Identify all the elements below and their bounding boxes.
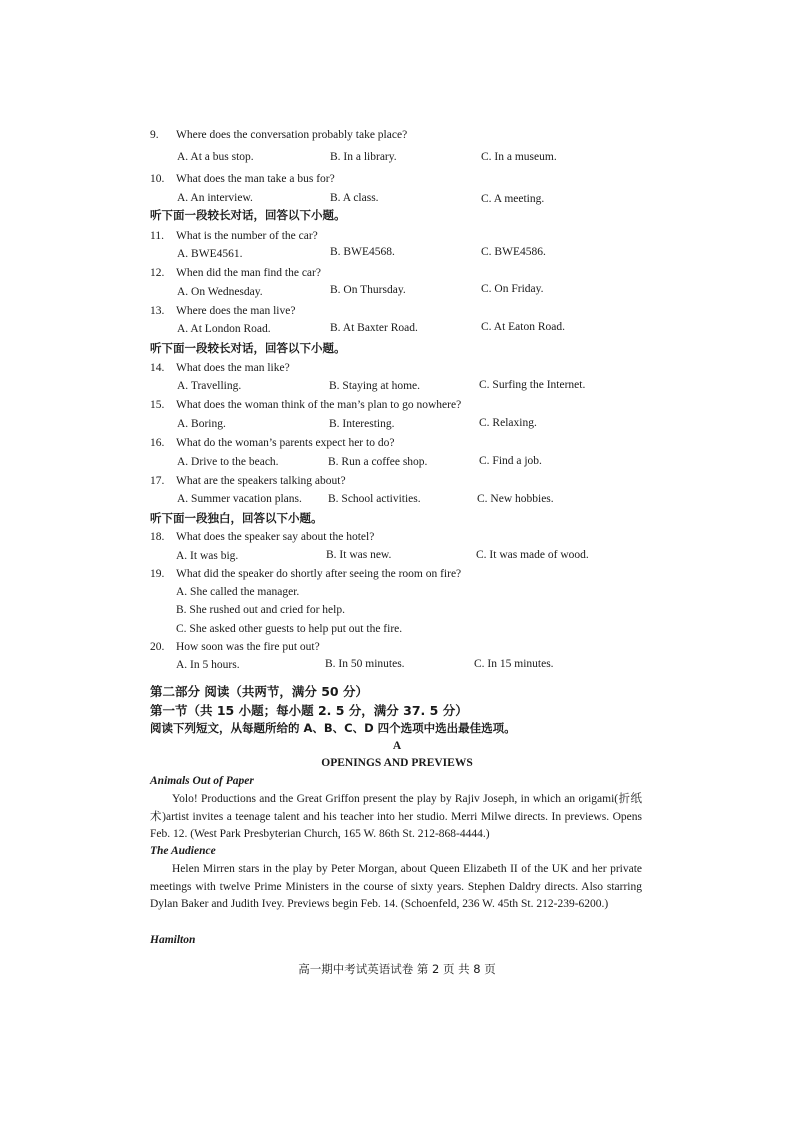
question-number: 12. bbox=[150, 267, 165, 279]
option-c: C. Find a job. bbox=[479, 455, 542, 467]
question-text: Where does the conversation probably take place? bbox=[176, 129, 408, 141]
question-text: What does the man like? bbox=[176, 362, 290, 374]
option-c: C. New hobbies. bbox=[477, 493, 554, 505]
option-c: C. In a museum. bbox=[481, 151, 557, 163]
instruction-long-dialogue: 听下面一段较长对话，回答以下小题。 bbox=[150, 341, 346, 355]
option-a: A. An interview. bbox=[177, 192, 253, 204]
question-number: 13. bbox=[150, 305, 165, 317]
entry-body-text: Helen Mirren stars in the play by Peter Morgan, about Queen Elizabeth II of the UK and her private meetings with twelve Prime Ministers in the course of sixty years. Stephen Daldry directs. Also starring Dylan Baker and Judith Ivey. Previews begin Feb. 14. (Schoenfeld, 236 W. 45th St. 212-239-6200.) bbox=[150, 863, 642, 910]
option-b: B. Run a coffee shop. bbox=[328, 456, 428, 468]
instruction-long-dialogue: 听下面一段较长对话，回答以下小题。 bbox=[150, 208, 346, 222]
question-number: 18. bbox=[150, 531, 165, 543]
question-number: 16. bbox=[150, 437, 165, 449]
question-15 bbox=[150, 400, 461, 412]
option-b: B. BWE4568. bbox=[330, 246, 395, 258]
option-a: A. BWE4561. bbox=[177, 248, 243, 260]
option-b: B. On Thursday. bbox=[330, 284, 406, 296]
question-17 bbox=[150, 476, 346, 488]
option-a: A. Drive to the beach. bbox=[177, 456, 279, 468]
option-b: B. A class. bbox=[330, 192, 379, 204]
question-13 bbox=[150, 306, 295, 318]
option-b: B. At Baxter Road. bbox=[330, 322, 418, 334]
option-a: A. At a bus stop. bbox=[177, 151, 254, 163]
question-number: 19. bbox=[150, 568, 165, 580]
part2-title: 第二部分 阅读（共两节，满分 50 分） bbox=[150, 684, 368, 699]
option-c: C. In 15 minutes. bbox=[474, 658, 554, 670]
option-a: A. In 5 hours. bbox=[176, 659, 240, 671]
question-number: 20. bbox=[150, 641, 165, 653]
entry-body-text: Yolo! Productions and the Great Griffon present the play by Rajiv Joseph, in which an origami(折纸术)artist invites a teenage talent and his teacher into her studio. Merri Milwe directs. In previews. Opens Feb. 12. (West Park Presbyterian Church, 165 W. 86th St. 212-868-4444.) bbox=[150, 793, 642, 840]
entry-heading: Animals Out of Paper bbox=[150, 775, 254, 787]
option-c: C. Relaxing. bbox=[479, 417, 537, 429]
option-b: B. In a library. bbox=[330, 151, 397, 163]
entry-body bbox=[150, 791, 642, 844]
question-text: What are the speakers talking about? bbox=[176, 475, 346, 487]
question-12 bbox=[150, 268, 321, 280]
option-c: C. A meeting. bbox=[481, 193, 545, 205]
option-c: C. Surfing the Internet. bbox=[479, 379, 586, 391]
option-a: A. She called the manager. bbox=[176, 586, 300, 598]
option-b: B. It was new. bbox=[326, 549, 392, 561]
option-b: B. She rushed out and cried for help. bbox=[176, 604, 345, 616]
option-c: C. On Friday. bbox=[481, 283, 544, 295]
question-text: What do the woman’s parents expect her to do? bbox=[176, 437, 395, 449]
option-a: A. Travelling. bbox=[177, 380, 242, 392]
question-10 bbox=[150, 174, 335, 186]
option-a: A. On Wednesday. bbox=[177, 286, 263, 298]
option-b: B. Staying at home. bbox=[329, 380, 421, 392]
part2-directions: 阅读下列短文，从每题所给的 A、B、C、D 四个选项中选出最佳选项。 bbox=[150, 721, 516, 735]
entry-heading: The Audience bbox=[150, 845, 216, 857]
option-b: B. Interesting. bbox=[329, 418, 395, 430]
option-c: C. It was made of wood. bbox=[476, 549, 589, 561]
option-c: C. BWE4586. bbox=[481, 246, 546, 258]
question-20 bbox=[150, 642, 320, 654]
question-text: What did the speaker do shortly after seeing the room on fire? bbox=[176, 568, 462, 580]
question-text: Where does the man live? bbox=[176, 305, 296, 317]
question-number: 10. bbox=[150, 173, 165, 185]
question-text: What does the man take a bus for? bbox=[176, 173, 335, 185]
option-a: A. At London Road. bbox=[177, 323, 271, 335]
question-text: What does the speaker say about the hotel? bbox=[176, 531, 375, 543]
question-number: 9. bbox=[150, 129, 159, 141]
passage-letter: A bbox=[392, 740, 402, 752]
entry-body bbox=[150, 861, 642, 914]
question-19 bbox=[150, 569, 461, 581]
part2-section1: 第一节（共 15 小题；每小题 2. 5 分，满分 37. 5 分） bbox=[150, 703, 468, 718]
page-footer: 高一期中考试英语试卷 第 2 页 共 8 页 bbox=[298, 962, 496, 976]
option-a: A. Boring. bbox=[177, 418, 226, 430]
question-16 bbox=[150, 438, 394, 450]
question-number: 17. bbox=[150, 475, 165, 487]
question-number: 15. bbox=[150, 399, 165, 411]
question-9 bbox=[150, 130, 407, 142]
question-text: What is the number of the car? bbox=[176, 230, 318, 242]
question-number: 11. bbox=[150, 230, 164, 242]
option-b: B. In 50 minutes. bbox=[325, 658, 405, 670]
option-a: A. Summer vacation plans. bbox=[177, 493, 302, 505]
entry-heading: Hamilton bbox=[150, 934, 196, 946]
question-number: 14. bbox=[150, 362, 165, 374]
question-text: When did the man find the car? bbox=[176, 267, 321, 279]
question-14 bbox=[150, 363, 290, 375]
question-11 bbox=[150, 231, 318, 243]
instruction-monologue: 听下面一段独白，回答以下小题。 bbox=[150, 511, 323, 525]
option-a: A. It was big. bbox=[176, 550, 239, 562]
question-text: How soon was the fire put out? bbox=[176, 641, 320, 653]
option-b: B. School activities. bbox=[328, 493, 421, 505]
option-c: C. She asked other guests to help put out the fire. bbox=[176, 623, 403, 635]
passage-title: OPENINGS AND PREVIEWS bbox=[321, 757, 473, 769]
question-text: What does the woman think of the man’s plan to go nowhere? bbox=[176, 399, 462, 411]
option-c: C. At Eaton Road. bbox=[481, 321, 566, 333]
question-18 bbox=[150, 532, 374, 544]
